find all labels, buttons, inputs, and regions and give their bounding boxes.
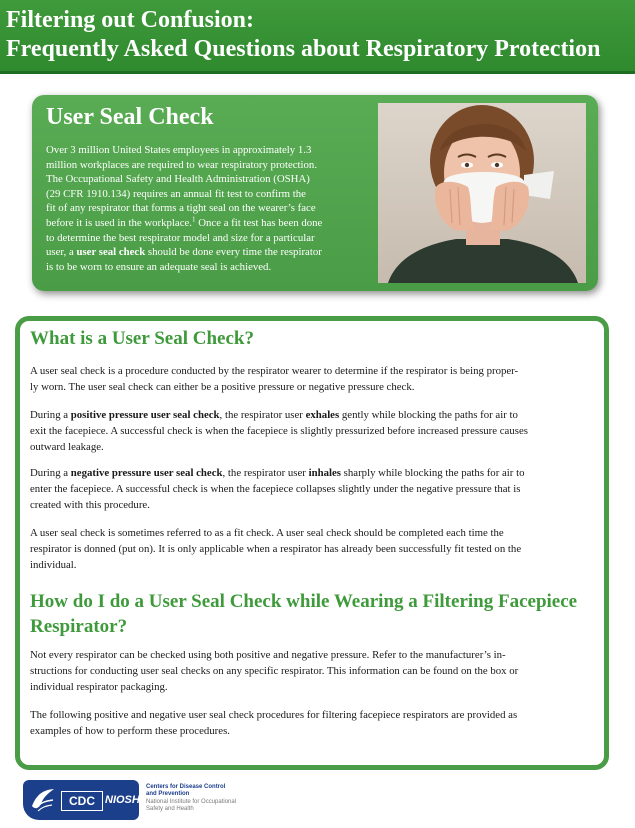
intro-line: The Occupational Safety and Health Administration (OSHA) bbox=[46, 173, 310, 186]
cdc-logo-mark: CDC bbox=[61, 791, 103, 811]
paragraph-line: enter the facepiece. A successful check is when the facepiece collapses slightly under the negative pressure that is bbox=[30, 483, 521, 495]
paragraph-line: created with this procedure. bbox=[30, 499, 150, 511]
paragraph-line: respirator is donned (put on). It is only applicable when a respirator has already been successfully fit tested on the bbox=[30, 543, 522, 555]
paragraph-line: A user seal check is a procedure conducted by the respirator wearer to determine if the respirator is being proper- bbox=[30, 365, 519, 377]
heading-line: Respirator? bbox=[30, 616, 128, 637]
text-segment: , the respirator user bbox=[222, 467, 309, 479]
agency-names bbox=[146, 784, 236, 814]
paragraph-line: individual respirator packaging. bbox=[30, 681, 168, 693]
text-segment: gently while blocking the paths for air to bbox=[339, 409, 518, 421]
intro-text-segment: Once a fit test has been done bbox=[195, 216, 323, 229]
negative-pressure-term: negative pressure user seal check bbox=[70, 467, 223, 479]
header-title-line1: Filtering out Confusion: bbox=[6, 7, 255, 33]
paragraph-line bbox=[30, 407, 600, 423]
paragraph-line: examples of how to perform these procedures. bbox=[30, 725, 230, 737]
agency-line: Centers for Disease Control bbox=[146, 784, 226, 790]
respirator-photo-illustration bbox=[378, 103, 586, 283]
intro-title: User Seal Check bbox=[46, 104, 214, 130]
section-heading-how-to bbox=[30, 589, 577, 639]
header-title-line2: Frequently Asked Questions about Respiratory Protection bbox=[6, 36, 601, 62]
paragraph-procedures-intro bbox=[30, 707, 600, 739]
agency-line: and Prevention bbox=[146, 791, 190, 798]
intro-line bbox=[46, 216, 368, 231]
intro-line: million workplaces are required to wear respiratory protection. bbox=[46, 158, 318, 171]
intro-paragraph bbox=[46, 143, 368, 274]
intro-text-segment: user, a bbox=[46, 246, 77, 259]
intro-line: fit of any respirator that forms a tight seal on the wearer’s face bbox=[46, 202, 316, 215]
institute-line: Safety and Health bbox=[146, 806, 194, 813]
hhs-eagle-icon bbox=[29, 786, 57, 814]
paragraph-line: Not every respirator can be checked using both positive and negative pressure. Refer to the manufacturer’s in- bbox=[30, 649, 506, 661]
faq-content-box bbox=[15, 316, 609, 770]
user-seal-check-intro-panel bbox=[32, 95, 598, 291]
exhales-term: exhales bbox=[305, 409, 340, 421]
paragraph-positive-pressure bbox=[30, 407, 600, 455]
paragraph-fit-check bbox=[30, 525, 600, 573]
intro-line bbox=[46, 245, 368, 260]
paragraph-negative-pressure bbox=[30, 465, 600, 513]
paragraph-line: exit the facepiece. A successful check is when the facepiece is slightly pressurized before increased pressure causes bbox=[30, 425, 528, 437]
cdc-niosh-logo bbox=[23, 780, 139, 820]
paragraph-definition bbox=[30, 363, 600, 395]
paragraph-line: structions for conducting user seal checks on any specific respirator. This information can be found on the box or bbox=[30, 665, 519, 677]
niosh-logo-mark: NIOSH bbox=[105, 794, 140, 806]
paragraph-line: outward leakage. bbox=[30, 441, 104, 453]
intro-text-segment: should be done every time the respirator bbox=[145, 246, 322, 259]
inhales-term: inhales bbox=[308, 467, 341, 479]
text-segment: sharply while blocking the paths for air to bbox=[340, 467, 525, 479]
paragraph-line: individual. bbox=[30, 559, 77, 571]
section-heading-what-is: What is a User Seal Check? bbox=[30, 328, 254, 349]
person-wearing-respirator-photo bbox=[378, 103, 586, 283]
paragraph-line: ly worn. The user seal check can either be a positive pressure or negative pressure check. bbox=[30, 381, 415, 393]
intro-line: to determine the best respirator model and size for a particular bbox=[46, 231, 315, 244]
intro-line: (29 CFR 1910.134) requires an annual fit test to confirm the bbox=[46, 187, 306, 200]
intro-line: is to be worn to ensure an adequate seal is achieved. bbox=[46, 260, 272, 273]
paragraph-manufacturer-instructions bbox=[30, 647, 600, 695]
intro-line: Over 3 million United States employees in approximately 1.3 bbox=[46, 144, 312, 156]
user-seal-check-emphasis: user seal check bbox=[76, 246, 146, 259]
intro-text-segment: before it is used in the workplace. bbox=[46, 216, 193, 229]
footnote-marker: 1 bbox=[192, 215, 196, 224]
paragraph-line: A user seal check is sometimes referred to as a fit check. A user seal check should be completed each time the bbox=[30, 527, 504, 539]
header-banner bbox=[0, 0, 635, 74]
heading-line: How do I do a User Seal Check while Wearing a Filtering Facepiece bbox=[30, 591, 578, 612]
text-segment: , the respirator user bbox=[219, 409, 306, 421]
paragraph-line: The following positive and negative user seal check procedures for filtering facepiece respirators are provided as bbox=[30, 709, 518, 721]
text-segment: During a bbox=[30, 409, 71, 421]
positive-pressure-term: positive pressure user seal check bbox=[70, 409, 220, 421]
institute-line: National Institute for Occupational bbox=[146, 798, 237, 805]
paragraph-line bbox=[30, 465, 600, 481]
text-segment: During a bbox=[30, 467, 71, 479]
